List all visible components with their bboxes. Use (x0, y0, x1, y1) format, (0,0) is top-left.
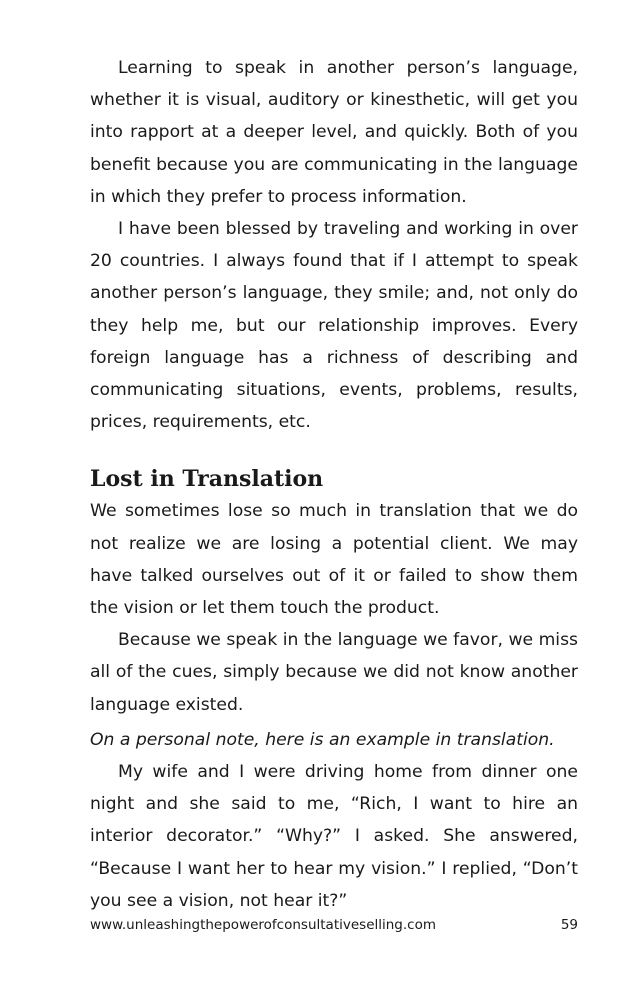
section-heading: Lost in Translation (90, 466, 324, 493)
paragraph-anecdote: My wife and I were driving home from dinner one night and she said to me, “Rich, I want to hire an interior decorator.” “Why?” I asked. She answered, “Because I want her to hear my vision.” I replied, “Don’t you see a vision, not hear it?” (90, 762, 578, 911)
paragraph-lose-translation: We sometimes lose so much in translation that we do not realize we are losing a potential client. We may have talked ourselves out of it or failed to show them the vision or let them touch the product. (90, 501, 578, 619)
paragraph-rapport: Learning to speak in another person’s language, whether it is visual, auditory or kinesthetic, will get you into rapport at a deeper level, and quickly. Both of you benefit because you are communicating in the language in which they prefer to process information. (90, 58, 578, 207)
paragraph-traveling: I have been blessed by traveling and working in over 20 countries. I always found that if I attempt to speak another person’s language, they smile; and, not only do they help me, but our relationship improves. Every foreign language has a richness of describing and communicating situations, events, problems, results, prices, requirements, etc. (90, 219, 578, 433)
personal-note: On a personal note, here is an example in translation. (90, 729, 555, 750)
paragraph-cues: Because we speak in the language we favor, we miss all of the cues, simply because we did not know another language existed. (90, 630, 578, 715)
page-footer (90, 916, 578, 934)
footer-url: www.unleashingthepowerofconsultativeselling.com (90, 917, 437, 933)
page-content (90, 52, 578, 917)
page-number: 59 (560, 917, 578, 933)
